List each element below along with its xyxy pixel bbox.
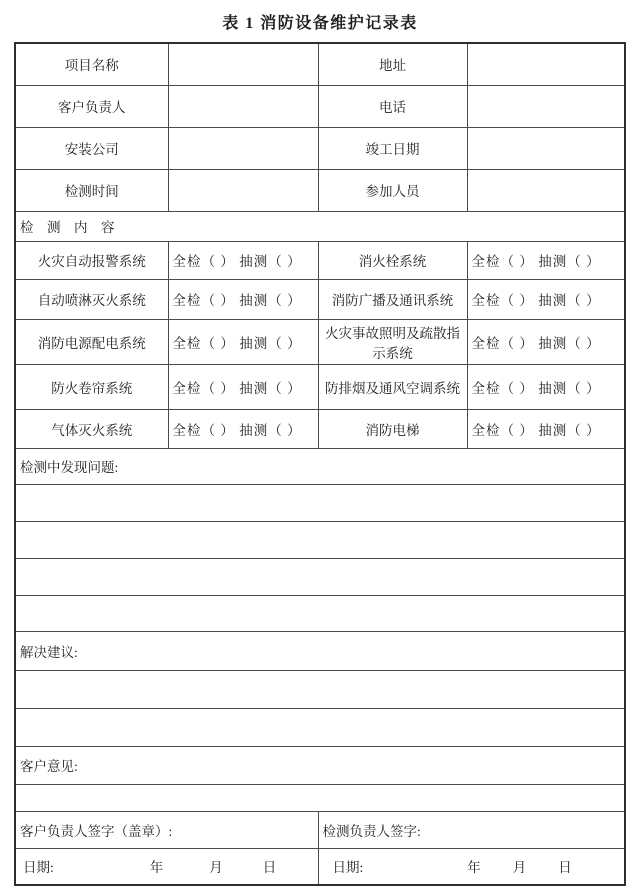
broadcast-comm-system-check[interactable]: 全检（ ） 抽测（ ） [467, 279, 625, 319]
table-row [15, 43, 625, 85]
customer-date-day: 日 [262, 860, 277, 876]
customer-signature-cell[interactable] [15, 811, 318, 848]
table-row [15, 364, 625, 409]
inspection-time-value[interactable] [168, 169, 318, 211]
fire-alarm-system-label: 火灾自动报警系统 [15, 241, 168, 279]
gas-extinguishing-system-check[interactable]: 全检（ ） 抽测（ ） [168, 409, 318, 448]
hydrant-system-label: 消火栓系统 [318, 241, 467, 279]
issues-found-label: 检测中发现问题: [15, 448, 625, 484]
table-row [15, 558, 625, 595]
page-title: 表 1 消防设备维护记录表 [222, 14, 418, 32]
table-row [15, 448, 625, 484]
hydrant-system-check[interactable]: 全检（ ） 抽测（ ） [467, 241, 625, 279]
customer-manager-value[interactable] [168, 85, 318, 127]
install-company-label: 安装公司 [15, 127, 168, 169]
customer-date-month: 月 [209, 860, 223, 876]
power-distribution-system-check[interactable]: 全检（ ） 抽测（ ） [168, 319, 318, 364]
opinion-writing-line[interactable] [15, 784, 625, 811]
smoke-ventilation-system-label: 防排烟及通风空调系统 [318, 364, 467, 409]
table-row [15, 670, 625, 708]
table-row [15, 127, 625, 169]
table-row [15, 319, 625, 364]
sprinkler-system-check[interactable]: 全检（ ） 抽测（ ） [168, 279, 318, 319]
participants-value[interactable] [467, 169, 625, 211]
customer-date-label: 日期: [23, 860, 54, 876]
issues-writing-line[interactable] [15, 558, 625, 595]
suggestions-writing-line[interactable] [15, 708, 625, 746]
customer-date-cell[interactable] [15, 848, 318, 885]
project-name-value[interactable] [168, 43, 318, 85]
customer-signature-label: 客户负责人签字（盖章）: [20, 823, 173, 839]
project-name-label: 项目名称 [15, 43, 168, 85]
fire-alarm-system-check[interactable]: 全检（ ） 抽测（ ） [168, 241, 318, 279]
power-distribution-system-label: 消防电源配电系统 [15, 319, 168, 364]
suggestions-writing-line[interactable] [15, 670, 625, 708]
table-row [15, 631, 625, 670]
participants-label: 参加人员 [318, 169, 467, 211]
table-row [15, 211, 625, 241]
customer-date-year: 年 [149, 860, 164, 876]
table-row [15, 708, 625, 746]
inspector-date-year: 年 [467, 860, 481, 876]
customer-opinion-label: 客户意见: [15, 746, 625, 784]
emergency-lighting-system-label: 火灾事故照明及疏散指示系统 [318, 319, 467, 364]
phone-label: 电话 [318, 85, 467, 127]
install-company-value[interactable] [168, 127, 318, 169]
inspector-date-day: 日 [558, 860, 572, 876]
customer-manager-label: 客户负责人 [15, 85, 168, 127]
emergency-lighting-system-check[interactable]: 全检（ ） 抽测（ ） [467, 319, 625, 364]
fire-elevator-label: 消防电梯 [318, 409, 467, 448]
table-row [15, 241, 625, 279]
inspector-signature-cell[interactable] [318, 811, 625, 848]
phone-value[interactable] [467, 85, 625, 127]
issues-writing-line[interactable] [15, 521, 625, 558]
inspection-time-label: 检测时间 [15, 169, 168, 211]
table-row [15, 811, 625, 848]
issues-writing-line[interactable] [15, 595, 625, 631]
gas-extinguishing-system-label: 气体灭火系统 [15, 409, 168, 448]
inspector-signature-label: 检测负责人签字: [322, 823, 421, 839]
maintenance-record-table [14, 42, 626, 886]
table-row [15, 848, 625, 885]
suggestions-label: 解决建议: [15, 631, 625, 670]
section-header-inspection-content: 检 测 内 容 [15, 211, 625, 241]
table-row [15, 169, 625, 211]
inspector-date-cell[interactable] [318, 848, 625, 885]
table-row [15, 784, 625, 811]
inspector-date-label: 日期: [332, 860, 364, 876]
fire-shutter-system-label: 防火卷帘系统 [15, 364, 168, 409]
table-row [15, 521, 625, 558]
table-row [15, 279, 625, 319]
address-label: 地址 [318, 43, 467, 85]
completion-date-value[interactable] [467, 127, 625, 169]
table-row [15, 85, 625, 127]
sprinkler-system-label: 自动喷淋灭火系统 [15, 279, 168, 319]
inspector-date-month: 月 [512, 860, 527, 876]
table-row [15, 595, 625, 631]
table-row [15, 746, 625, 784]
issues-writing-line[interactable] [15, 484, 625, 521]
table-row [15, 484, 625, 521]
table-row [15, 409, 625, 448]
address-value[interactable] [467, 43, 625, 85]
completion-date-label: 竣工日期 [318, 127, 467, 169]
fire-elevator-check[interactable]: 全检（ ） 抽测（ ） [467, 409, 625, 448]
smoke-ventilation-system-check[interactable]: 全检（ ） 抽测（ ） [467, 364, 625, 409]
broadcast-comm-system-label: 消防广播及通讯系统 [318, 279, 467, 319]
fire-shutter-system-check[interactable]: 全检（ ） 抽测（ ） [168, 364, 318, 409]
